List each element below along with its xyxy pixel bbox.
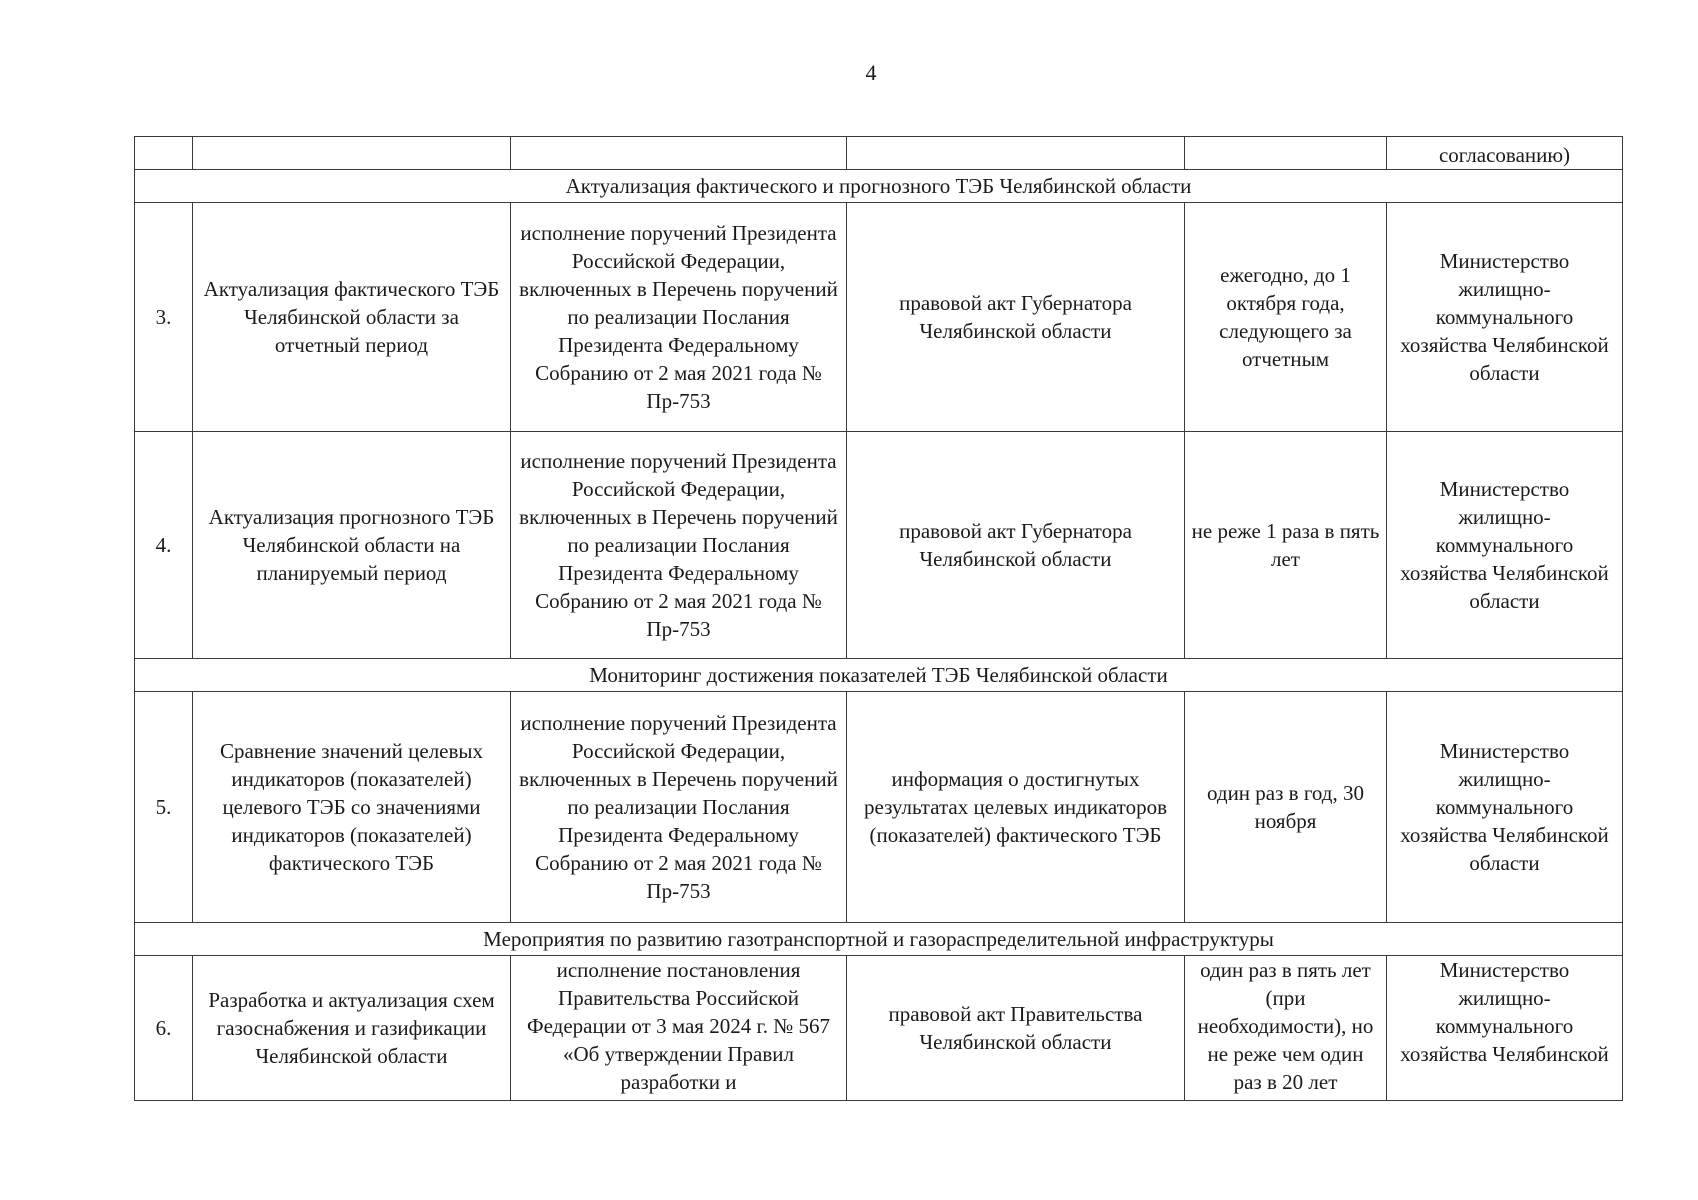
section-header-row	[135, 170, 1623, 203]
responsible-cell: согласованию)	[1387, 137, 1623, 170]
section-header: Мероприятия по развитию газотранспортной и газораспределительной инфраструктуры	[135, 923, 1623, 956]
page-number: 4	[865, 60, 877, 85]
table-cell	[135, 137, 193, 170]
responsible-cell: Министерство жилищно-коммунального хозяйства Челябинской	[1387, 956, 1623, 1101]
measures-table	[134, 136, 1623, 1101]
table-cell	[1185, 137, 1387, 170]
basis-cell: исполнение поручений Президента Российской Федерации, включенных в Перечень поручений по реализации Послания Президента Федеральному Собранию от 2 мая 2021 года № Пр-753	[511, 692, 847, 923]
responsible-cell: Министерство жилищно-коммунального хозяйства Челябинской области	[1387, 692, 1623, 923]
responsible-cell: Министерство жилищно-коммунального хозяйства Челябинской области	[1387, 432, 1623, 659]
section-header: Актуализация фактического и прогнозного ТЭБ Челябинской области	[135, 170, 1623, 203]
result-cell: правовой акт Губернатора Челябинской области	[847, 432, 1185, 659]
section-header-row	[135, 923, 1623, 956]
deadline-cell: не реже 1 раза в пять лет	[1185, 432, 1387, 659]
row-number: 3.	[135, 203, 193, 432]
row-number: 6.	[135, 956, 193, 1101]
deadline-cell: ежегодно, до 1 октября года, следующего за отчетным	[1185, 203, 1387, 432]
section-header: Мониторинг достижения показателей ТЭБ Челябинской области	[135, 659, 1623, 692]
basis-cell: исполнение постановления Правительства Российской Федерации от 3 мая 2024 г. № 567 «Об утверждении Правил разработки и	[511, 956, 847, 1101]
table-row	[135, 692, 1623, 923]
measure-name-cell: Разработка и актуализация схем газоснабжения и газификации Челябинской области	[193, 956, 511, 1101]
result-cell: правовой акт Правительства Челябинской области	[847, 956, 1185, 1101]
table-row	[135, 203, 1623, 432]
deadline-cell: один раз в год, 30 ноября	[1185, 692, 1387, 923]
row-number: 5.	[135, 692, 193, 923]
table-cell	[193, 137, 511, 170]
table-row	[135, 432, 1623, 659]
result-cell: информация о достигнутых результатах целевых индикаторов (показателей) фактического ТЭБ	[847, 692, 1185, 923]
measure-name-cell: Актуализация прогнозного ТЭБ Челябинской области на планируемый период	[193, 432, 511, 659]
result-cell: правовой акт Губернатора Челябинской области	[847, 203, 1185, 432]
row-number: 4.	[135, 432, 193, 659]
table-row	[135, 956, 1623, 1101]
measure-name-cell: Сравнение значений целевых индикаторов (показателей) целевого ТЭБ со значениями индикаторов (показателей) фактического ТЭБ	[193, 692, 511, 923]
responsible-cell: Министерство жилищно-коммунального хозяйства Челябинской области	[1387, 203, 1623, 432]
table-row-continuation	[135, 137, 1623, 170]
measure-name-cell: Актуализация фактического ТЭБ Челябинской области за отчетный период	[193, 203, 511, 432]
deadline-cell: один раз в пять лет (при необходимости), но не реже чем один раз в 20 лет	[1185, 956, 1387, 1101]
section-header-row	[135, 659, 1623, 692]
table-cell	[847, 137, 1185, 170]
table-cell	[511, 137, 847, 170]
basis-cell: исполнение поручений Президента Российской Федерации, включенных в Перечень поручений по реализации Послания Президента Федеральному Собранию от 2 мая 2021 года № Пр-753	[511, 203, 847, 432]
basis-cell: исполнение поручений Президента Российской Федерации, включенных в Перечень поручений по реализации Послания Президента Федеральному Собранию от 2 мая 2021 года № Пр-753	[511, 432, 847, 659]
